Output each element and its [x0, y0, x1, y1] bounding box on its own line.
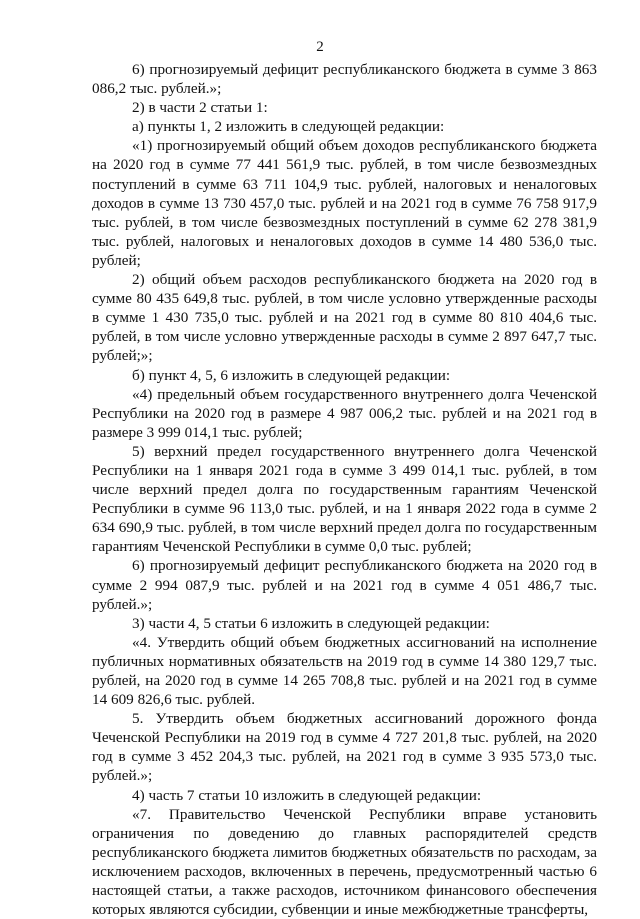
document-body — [92, 60, 597, 919]
page-number: 2 — [316, 39, 324, 55]
paragraph-subitem-a: а) пункты 1, 2 изложить в следующей редакции: — [132, 118, 445, 136]
paragraph-item-4-heading: 4) часть 7 статьи 10 изложить в следующей редакции: — [132, 786, 482, 804]
paragraph-revenues: «1) прогнозируемый общий объем доходов республиканского бюджета на 2020 год в сумме 77 441 561,9 тыс. рублей, в том числе безвозмездных поступлений в сумме 63 711 104,9 тыс. рублей, налоговых и неналоговых доходов в сумме 13 730 457,0 тыс. рублей и на 2021 год в сумме 76 758 917,9 тыс. рублей, в том числе безвозмездных поступлений в сумме 62 278 381,9 тыс. рублей, налоговых и неналоговых доходов в сумме 14 480 536,0 тыс. рублей; — [92, 137, 597, 269]
paragraph-item-2-heading: 2) в части 2 статьи 1: — [132, 99, 268, 117]
paragraph-road-fund: 5. Утвердить объем бюджетных ассигнований дорожного фонда Чеченской Республики на 2019 год в сумме 4 727 201,8 тыс. рублей, на 2020 год в сумме 3 452 204,3 тыс. рублей, на 2021 год в сумме 3 935 573,0 тыс. рублей.»; — [92, 710, 597, 785]
paragraph-public-obligations: «4. Утвердить общий объем бюджетных ассигнований на исполнение публичных нормативных обязательств на 2019 год в сумме 14 380 129,7 тыс. рублей, на 2020 год в сумме 14 265 708,8 тыс. рублей и на 2021 год в сумме 14 609 826,6 тыс. рублей. — [92, 633, 597, 709]
paragraph-deficit-2019: 6) прогнозируемый дефицит республиканского бюджета в сумме 3 863 086,2 тыс. рублей.»; — [92, 61, 597, 98]
paragraph-government-restrictions: «7. Правительство Чеченской Республики вправе установить ограничения по доведению до главных распорядителей средств республиканского бюджета лимитов бюджетных обязательств по расходам, за исключением расходов, включенных в перечень, предусмотренный частью 6 настоящей статьи, а также расходов, источником финансового обеспечения которых являются субсидии, субвенции и иные межбюджетные трансферты, — [92, 805, 597, 919]
paragraph-item-3-heading: 3) части 4, 5 статьи 6 изложить в следующей редакции: — [132, 614, 490, 632]
paragraph-subitem-b: б) пункт 4, 5, 6 изложить в следующей редакции: — [132, 366, 451, 384]
paragraph-debt-upper-limit: 5) верхний предел государственного внутреннего долга Чеченской Республики на 1 января 2021 года в сумме 3 499 014,1 тыс. рублей, в том числе верхний предел долга по государственным гарантиям Чеченской Республики в сумме 96 113,0 тыс. рублей, и на 1 января 2022 года в сумме 2 634 690,9 тыс. рублей, в том числе верхний предел долга по государственным гарантиям Чеченской Республики в сумме 0,0 тыс. рублей; — [92, 442, 597, 556]
paragraph-debt-limit: «4) предельный объем государственного внутреннего долга Чеченской Республики на 2020 год в размере 4 987 006,2 тыс. рублей и на 2021 год в размере 3 999 014,1 тыс. рублей; — [92, 385, 597, 441]
paragraph-deficit-2020-2021: 6) прогнозируемый дефицит республиканского бюджета на 2020 год в сумме 2 994 087,9 тыс. рублей и на 2021 год в сумме 4 051 486,7 тыс. рублей.»; — [92, 557, 597, 613]
paragraph-expenditures: 2) общий объем расходов республиканского бюджета на 2020 год в сумме 80 435 649,8 тыс. рублей, в том числе условно утвержденные расходы в сумме 1 430 735,0 тыс. рублей и на 2021 год в сумме 80 810 404,6 тыс. рублей, в том числе условно утвержденные расходы в сумме 2 897 647,7 тыс. рублей;»; — [92, 271, 597, 365]
